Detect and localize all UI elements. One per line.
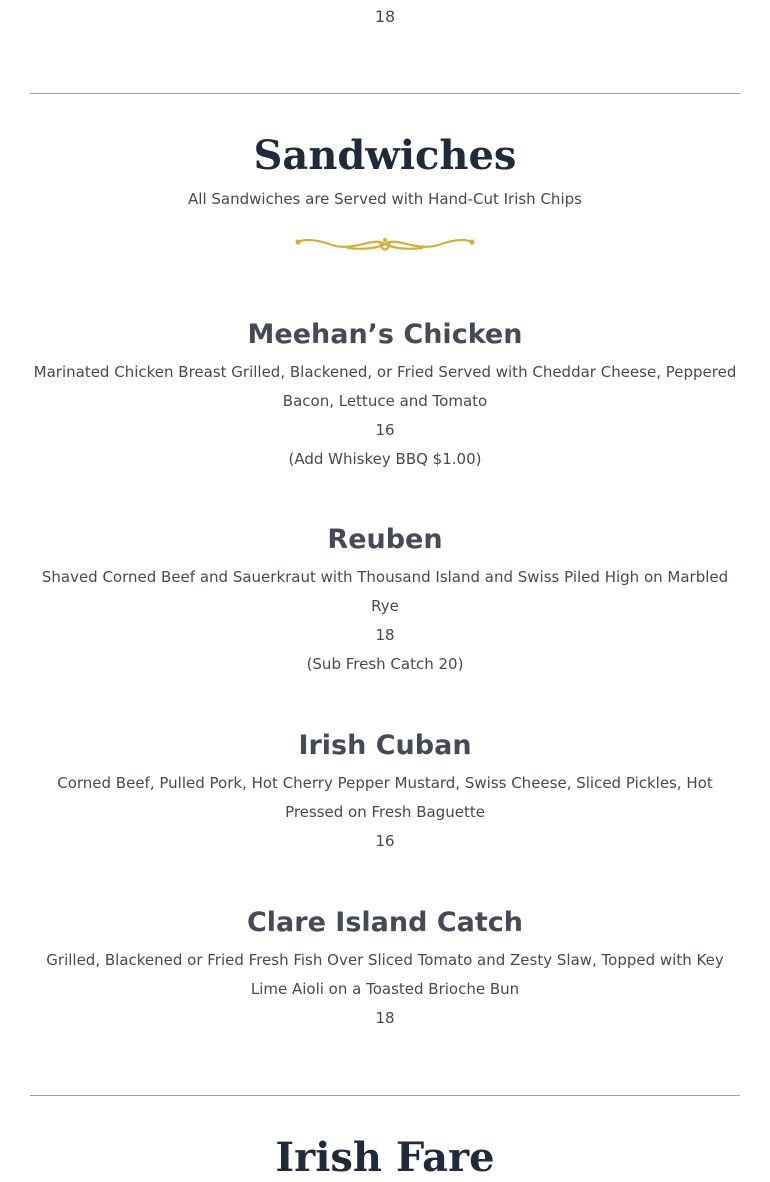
item-name: Reuben <box>327 524 443 555</box>
item-note: (Sub Fresh Catch 20) <box>306 655 464 673</box>
ornamental-flourish-icon <box>294 232 476 256</box>
item-name: Irish Cuban <box>298 730 472 761</box>
menu-item <box>25 904 745 1033</box>
item-price: 18 <box>375 626 395 644</box>
item-price: 16 <box>375 421 395 439</box>
menu-item <box>25 521 745 679</box>
section-divider <box>30 1095 740 1096</box>
section-subtitle: All Sandwiches are Served with Hand-Cut Irish Chips <box>188 190 582 208</box>
item-description: Marinated Chicken Breast Grilled, Blackened, or Fried Served with Cheddar Cheese, Peppered Bacon, Lettuce and Tomato <box>33 363 737 410</box>
item-price: 16 <box>375 832 395 850</box>
section-divider <box>30 93 740 94</box>
section-title-irish-fare: Irish Fare <box>275 1134 495 1181</box>
previous-item-price: 18 <box>374 7 396 26</box>
item-name: Meehan’s Chicken <box>247 319 523 350</box>
item-description: Corned Beef, Pulled Pork, Hot Cherry Pepper Mustard, Swiss Cheese, Sliced Pickles, Hot Pressed on Fresh Baguette <box>57 774 713 821</box>
section-title-sandwiches: Sandwiches <box>253 132 517 179</box>
item-description: Grilled, Blackened or Fried Fresh Fish Over Sliced Tomato and Zesty Slaw, Topped with Key Lime Aioli on a Toasted Brioche Bun <box>46 951 724 998</box>
menu-item <box>25 727 745 856</box>
item-price: 18 <box>375 1009 395 1027</box>
item-description: Shaved Corned Beef and Sauerkraut with Thousand Island and Swiss Piled High on Marbled Rye <box>41 568 729 615</box>
item-note: (Add Whiskey BBQ $1.00) <box>288 450 482 468</box>
item-name: Clare Island Catch <box>246 907 524 938</box>
menu-item <box>25 316 745 474</box>
